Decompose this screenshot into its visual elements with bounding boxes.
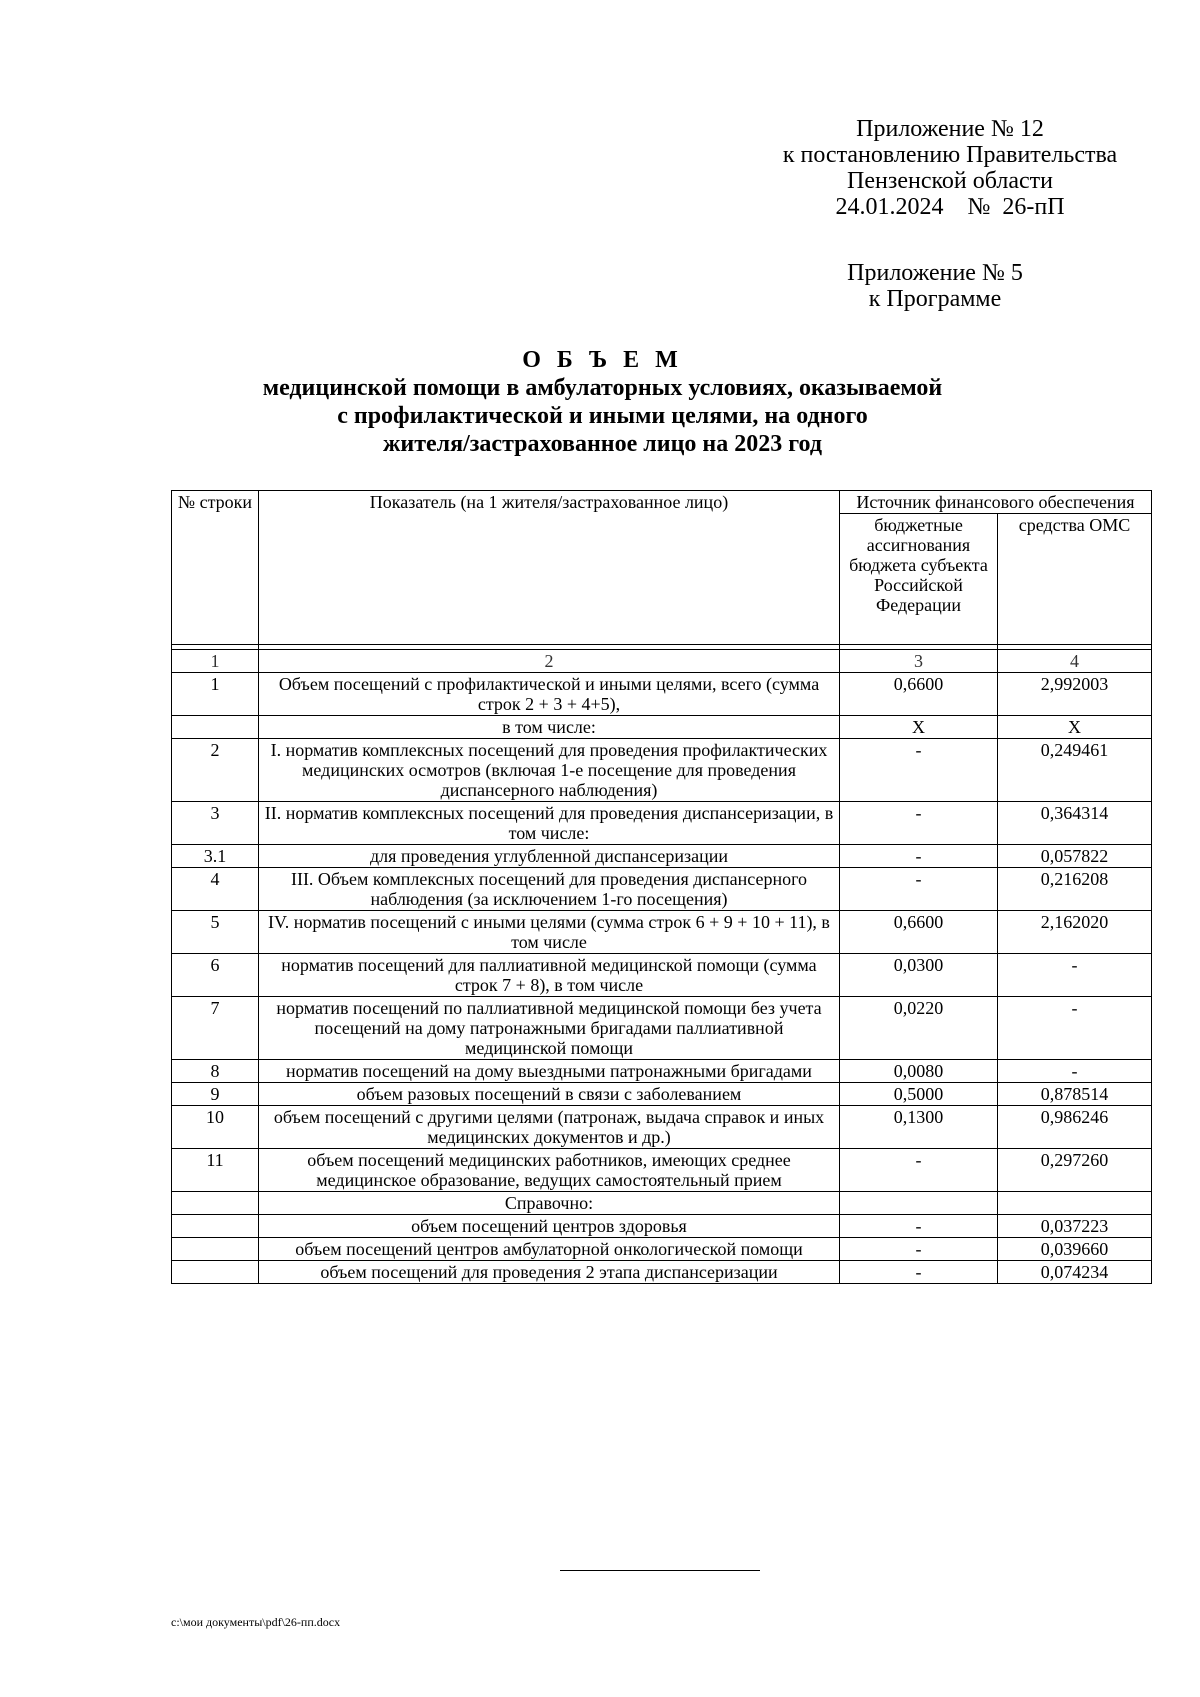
row-number-cell: [172, 1192, 259, 1215]
oms-value-cell: 0,297260: [998, 1149, 1152, 1192]
budget-value-cell: -: [840, 1238, 998, 1261]
indicator-cell: III. Объем комплексных посещений для проведения диспансерного наблюдения (за исключением 1-го посещения): [259, 868, 840, 911]
oms-value-cell: 0,249461: [998, 739, 1152, 802]
column-number: 2: [259, 650, 840, 673]
indicator-cell: объем посещений для проведения 2 этапа диспансеризации: [259, 1261, 840, 1284]
row-number-cell: [172, 1261, 259, 1284]
oms-value-cell: 0,037223: [998, 1215, 1152, 1238]
indicator-cell: объем посещений центров здоровья: [259, 1215, 840, 1238]
indicator-cell: объем разовых посещений в связи с заболеванием: [259, 1083, 840, 1106]
row-number-cell: 2: [172, 739, 259, 802]
oms-value-cell: 0,216208: [998, 868, 1152, 911]
appendix-5-title: Приложение № 5: [847, 260, 1023, 286]
title-line-4: жителя/застрахованное лицо на 2023 год: [383, 431, 822, 457]
appendix-5-header: [820, 260, 1050, 312]
table-row: [172, 802, 1152, 845]
budget-value-cell: -: [840, 802, 998, 845]
appendix-12-title: Приложение № 12: [856, 116, 1044, 142]
budget-value-cell: -: [840, 845, 998, 868]
indicator-cell: объем посещений медицинских работников, имеющих среднее медицинское образование, ведущих самостоятельный прием: [259, 1149, 840, 1192]
row-number-cell: 3: [172, 802, 259, 845]
indicator-cell: норматив посещений для паллиативной медицинской помощи (сумма строк 7 + 8), в том числе: [259, 954, 840, 997]
appendix-5-ref: к Программе: [868, 286, 1002, 312]
oms-value-cell: 0,986246: [998, 1106, 1152, 1149]
oms-value-cell: -: [998, 1060, 1152, 1083]
oms-value-cell: 2,162020: [998, 911, 1152, 954]
column-number: 4: [998, 650, 1152, 673]
table-row: [172, 911, 1152, 954]
row-number-cell: 9: [172, 1083, 259, 1106]
row-number-cell: [172, 716, 259, 739]
indicator-cell: норматив посещений на дому выездными патронажными бригадами: [259, 1060, 840, 1083]
table-row: [172, 1149, 1152, 1192]
budget-value-cell: 0,0080: [840, 1060, 998, 1083]
header-oms: средства ОМС: [998, 514, 1152, 645]
header-row-number: № строки: [172, 491, 259, 645]
appendix-12-header: [740, 116, 1160, 220]
volume-table: [171, 490, 1152, 1284]
header-indicator: Показатель (на 1 жителя/застрахованное лицо): [259, 491, 840, 645]
table-row: [172, 845, 1152, 868]
table-row: [172, 997, 1152, 1060]
oms-value-cell: 0,074234: [998, 1261, 1152, 1284]
row-number-cell: 5: [172, 911, 259, 954]
table-row: [172, 868, 1152, 911]
oms-value-cell: [998, 1192, 1152, 1215]
indicator-cell: Справочно:: [259, 1192, 840, 1215]
table-row: [172, 1238, 1152, 1261]
budget-value-cell: [840, 1192, 998, 1215]
table-row: [172, 1215, 1152, 1238]
table-row: [172, 1083, 1152, 1106]
indicator-cell: IV. норматив посещений с иными целями (сумма строк 6 + 9 + 10 + 11), в том числе: [259, 911, 840, 954]
row-number-cell: 10: [172, 1106, 259, 1149]
budget-value-cell: -: [840, 868, 998, 911]
budget-value-cell: 0,6600: [840, 911, 998, 954]
title-line-3: с профилактической и иными целями, на одного: [337, 403, 868, 429]
column-number: 3: [840, 650, 998, 673]
oms-value-cell: 0,364314: [998, 802, 1152, 845]
indicator-cell: в том числе:: [259, 716, 840, 739]
row-number-cell: 6: [172, 954, 259, 997]
budget-value-cell: 0,0220: [840, 997, 998, 1060]
document-title: [180, 346, 1025, 458]
table-row: [172, 1060, 1152, 1083]
oms-value-cell: Х: [998, 716, 1152, 739]
budget-value-cell: 0,1300: [840, 1106, 998, 1149]
footer-file-path: c:\мои документы\pdf\26-пп.docx: [171, 1615, 341, 1629]
oms-value-cell: 0,878514: [998, 1083, 1152, 1106]
oms-value-cell: -: [998, 997, 1152, 1060]
indicator-cell: норматив посещений по паллиативной медицинской помощи без учета посещений на дому патронажными бригадами паллиативной медицинской помощи: [259, 997, 840, 1060]
appendix-12-date-number: 24.01.2024 № 26-пП: [835, 194, 1065, 220]
column-number: 1: [172, 650, 259, 673]
indicator-cell: для проведения углубленной диспансеризации: [259, 845, 840, 868]
header-finance-source: Источник финансового обеспечения: [840, 491, 1152, 514]
oms-value-cell: 2,992003: [998, 673, 1152, 716]
indicator-cell: объем посещений с другими целями (патронаж, выдача справок и иных медицинских документов и др.): [259, 1106, 840, 1149]
appendix-12-ref: к постановлению Правительства: [782, 142, 1118, 168]
appendix-12-region: Пензенской области: [847, 168, 1053, 194]
header-budget: бюджетные ассигнования бюджета субъекта Российской Федерации: [840, 514, 998, 645]
title-line-1: О Б Ъ Е М: [522, 347, 683, 373]
table-row: [172, 739, 1152, 802]
table-row: [172, 716, 1152, 739]
budget-value-cell: -: [840, 1261, 998, 1284]
row-number-cell: 4: [172, 868, 259, 911]
budget-value-cell: 0,5000: [840, 1083, 998, 1106]
row-number-cell: 3.1: [172, 845, 259, 868]
indicator-cell: объем посещений центров амбулаторной онкологической помощи: [259, 1238, 840, 1261]
column-numbers-row: [172, 650, 1152, 673]
table-row: [172, 1106, 1152, 1149]
row-number-cell: 8: [172, 1060, 259, 1083]
header-row-1: [172, 491, 1152, 514]
end-divider: [560, 1570, 760, 1571]
title-line-2: медицинской помощи в амбулаторных условиях, оказываемой: [262, 375, 943, 401]
row-number-cell: [172, 1238, 259, 1261]
indicator-cell: I. норматив комплексных посещений для проведения профилактических медицинских осмотров (включая 1-е посещение для проведения диспансерного наблюдения): [259, 739, 840, 802]
row-number-cell: 7: [172, 997, 259, 1060]
indicator-cell: Объем посещений с профилактической и иными целями, всего (сумма строк 2 + 3 + 4+5),: [259, 673, 840, 716]
oms-value-cell: 0,039660: [998, 1238, 1152, 1261]
budget-value-cell: -: [840, 1149, 998, 1192]
oms-value-cell: 0,057822: [998, 845, 1152, 868]
budget-value-cell: 0,6600: [840, 673, 998, 716]
table-body: [172, 673, 1152, 1284]
indicator-cell: II. норматив комплексных посещений для проведения диспансеризации, в том числе:: [259, 802, 840, 845]
budget-value-cell: -: [840, 739, 998, 802]
row-number-cell: 1: [172, 673, 259, 716]
table-row: [172, 673, 1152, 716]
budget-value-cell: -: [840, 1215, 998, 1238]
budget-value-cell: Х: [840, 716, 998, 739]
budget-value-cell: 0,0300: [840, 954, 998, 997]
oms-value-cell: -: [998, 954, 1152, 997]
table-row: [172, 1192, 1152, 1215]
table-row: [172, 1261, 1152, 1284]
row-number-cell: 11: [172, 1149, 259, 1192]
row-number-cell: [172, 1215, 259, 1238]
table-row: [172, 954, 1152, 997]
